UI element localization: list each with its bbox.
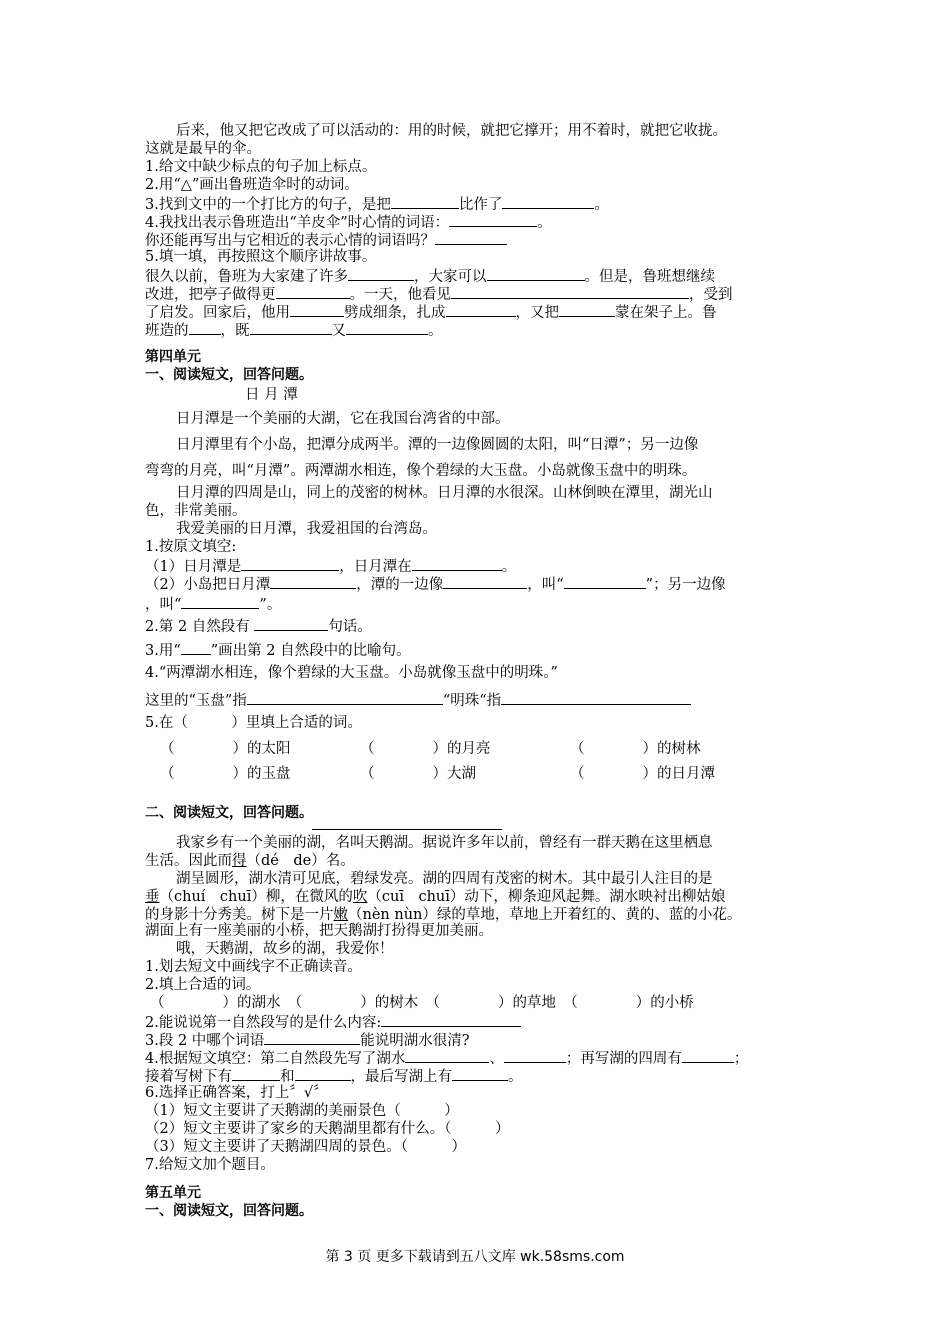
story-line: 很久以前，鲁班为大家建了许多 ，大家可以 。但是，鲁班想继续: [145, 266, 715, 286]
question-2: 2.第 2 自然段有 句话。: [145, 616, 372, 636]
passage-title: 日 月 潭: [245, 387, 298, 403]
question-4-extra: 你还能再写出与它相近的表示心情的词语吗？: [145, 230, 507, 250]
question-1: 1.按原文填空:: [145, 539, 237, 555]
blank[interactable]: [435, 230, 507, 245]
blank[interactable]: [405, 1048, 489, 1063]
blank[interactable]: [487, 266, 585, 281]
question-2b: 2.能说说第一自然段写的是什么内容:: [145, 1012, 521, 1032]
underline-sample: [181, 640, 211, 655]
question-4: 4.我找出表示鲁班造出“羊皮伞”时心情的词语： 。: [145, 212, 552, 232]
blank[interactable]: [443, 574, 527, 589]
question-4: 4.“两潭湖水相连，像个碧绿的大玉盘。小岛就像玉盘中的明珠。”: [145, 665, 558, 681]
blank[interactable]: [564, 574, 646, 589]
word-fill[interactable]: （ ）大湖: [360, 766, 476, 782]
question-3: 3.找到文中的一个打比方的句子，是把 比作了 。: [145, 194, 609, 214]
blank[interactable]: [451, 284, 689, 299]
blank[interactable]: [181, 594, 259, 609]
blank[interactable]: [502, 194, 594, 209]
blank[interactable]: [391, 194, 459, 209]
blank[interactable]: [241, 556, 339, 571]
question-4-fill: 这里的“玉盘”指 “明珠“指: [145, 690, 691, 710]
question-2: 2.用“△”画出鲁班造伞时的动词。: [145, 177, 359, 193]
paragraph-line: 的身影十分秀美。树下是一片嫩（nèn nùn）绿的草地，草地上开着红的、黄的、蓝的小花。: [145, 907, 742, 923]
question-4-cont: 接着写树下有 和 ，最后写湖上有 。: [145, 1066, 523, 1086]
title-blank[interactable]: [312, 829, 502, 830]
paragraph-line: 弯弯的月亮，叫“月潭”。两潭湖水相连，像个碧绿的大玉盘。小岛就像玉盘中的明珠。: [145, 463, 697, 479]
question-5: 5.在（ ）里填上合适的词。: [145, 715, 362, 731]
paragraph-line: 色，非常美丽。: [145, 503, 247, 519]
question-3: 3.用“ ”画出第 2 自然段中的比喻句。: [145, 640, 411, 660]
blank[interactable]: [290, 302, 344, 317]
question-5: 5.填一填，再按照这个顺序讲故事。: [145, 249, 377, 265]
section-heading: 二、阅读短文，回答问题。: [145, 805, 313, 821]
question-1: 1.划去短文中画线字不正确读音。: [145, 959, 362, 975]
blank[interactable]: [449, 212, 537, 227]
question-1: 1.给文中缺少标点的句子加上标点。: [145, 159, 377, 175]
choice[interactable]: （3）短文主要讲了天鹅湖四周的景色。（ ）: [145, 1139, 466, 1155]
blank[interactable]: [247, 690, 443, 705]
blank[interactable]: [232, 1066, 280, 1081]
question-1-3: ，叫“ ”。: [145, 594, 281, 614]
story-line: 了启发。回家后，他用 劈成细条，扎成 ，又把 蒙在架子上。鲁: [145, 302, 717, 322]
blank[interactable]: [412, 556, 502, 571]
blank[interactable]: [559, 302, 615, 317]
word-fill[interactable]: （ ）的日月潭: [570, 766, 715, 782]
paragraph-line: 日月潭里有个小岛，把潭分成两半。潭的一边像圆圆的太阳，叫“日潭”；另一边像: [176, 437, 699, 453]
question-1-1: （1）日月潭是 ，日月潭在 。: [145, 556, 516, 576]
question-2: 2.填上合适的词。: [145, 977, 261, 993]
blank[interactable]: [452, 1066, 508, 1081]
story-line: 班造的 ，既 又 。: [145, 320, 443, 340]
question-6: 6.选择正确答案，打上〞√〞: [145, 1085, 328, 1101]
question-7: 7.给短文加个题目。: [145, 1157, 275, 1173]
story-line: 改进，把亭子做得更 。一天，他看见 ，受到: [145, 284, 733, 304]
choice[interactable]: （1）短文主要讲了天鹅湖的美丽景色（ ）: [145, 1103, 459, 1119]
blank[interactable]: [254, 616, 328, 631]
blank[interactable]: [264, 1030, 360, 1045]
blank[interactable]: [682, 1048, 734, 1063]
paragraph-line: 我家乡有一个美丽的湖，名叫天鹅湖。据说许多年以前，曾经有一群天鹅在这里栖息: [176, 835, 713, 851]
word-fill-row[interactable]: （ ）的湖水 （ ）的树木 （ ）的草地 （ ）的小桥: [150, 995, 694, 1011]
choice[interactable]: （2）短文主要讲了家乡的天鹅湖里都有什么。（ ）: [145, 1121, 510, 1137]
blank[interactable]: [381, 1012, 521, 1027]
blank[interactable]: [270, 574, 356, 589]
question-4: 4.根据短文填空：第二自然段先写了湖水 、 ；再写湖的四周有 ；: [145, 1048, 748, 1068]
paragraph-line: 日月潭是一个美丽的大湖，它在我国台湾省的中部。: [176, 411, 510, 427]
blank[interactable]: [504, 1048, 566, 1063]
question-3: 3.段 2 中哪个词语 能说明湖水很清?: [145, 1030, 470, 1050]
paragraph-line: 我爱美丽的日月潭，我爱祖国的台湾岛。: [176, 521, 437, 537]
blank[interactable]: [348, 266, 414, 281]
blank[interactable]: [446, 302, 516, 317]
word-fill[interactable]: （ ）的太阳: [160, 741, 291, 757]
blank[interactable]: [276, 284, 350, 299]
blank[interactable]: [295, 1066, 351, 1081]
unit-heading: 第四单元: [145, 349, 201, 365]
word-fill[interactable]: （ ）的月亮: [360, 741, 491, 757]
paragraph-line: 后来，他又把它改成了可以活动的：用的时候，就把它撑开；用不着时，就把它收拢。: [176, 123, 727, 139]
paragraph-line: 生活。因此而得（dé de）名。: [145, 853, 355, 869]
blank[interactable]: [189, 320, 221, 335]
section-heading: 一、阅读短文，回答问题。: [145, 1203, 313, 1219]
paragraph-line: 湖呈圆形，湖水清可见底，碧绿发亮。湖的四周有茂密的树木。其中最引人注目的是: [176, 871, 713, 887]
blank[interactable]: [346, 320, 428, 335]
paragraph-line: 哦，天鹅湖，故乡的湖，我爱你！: [176, 941, 394, 957]
word-fill[interactable]: （ ）的玉盘: [160, 766, 291, 782]
paragraph-line: 日月潭的四周是山，同上的茂密的树林。日月潭的水很深。山林倒映在潭里，湖光山: [176, 485, 713, 501]
question-1-2: （2）小岛把日月潭 ，潭的一边像 ，叫“ ”；另一边像: [145, 574, 726, 594]
paragraph-line: 湖面上有一座美丽的小桥，把天鹅湖打扮得更加美丽。: [145, 923, 493, 939]
blank[interactable]: [501, 690, 691, 705]
unit-heading: 第五单元: [145, 1185, 201, 1201]
paragraph-line: 这就是最早的伞。: [145, 141, 261, 157]
blank[interactable]: [250, 320, 332, 335]
page-footer: 第 3 页 更多下载请到五八文库 wk.58sms.com: [325, 1249, 625, 1265]
section-heading: 一、阅读短文，回答问题。: [145, 367, 313, 383]
word-fill[interactable]: （ ）的树林: [570, 741, 701, 757]
paragraph-line: 垂（chuí chuī）柳，在微风的吹（cuī chuī）动下，柳条迎风起舞。湖水映衬出柳姑娘: [145, 889, 726, 905]
